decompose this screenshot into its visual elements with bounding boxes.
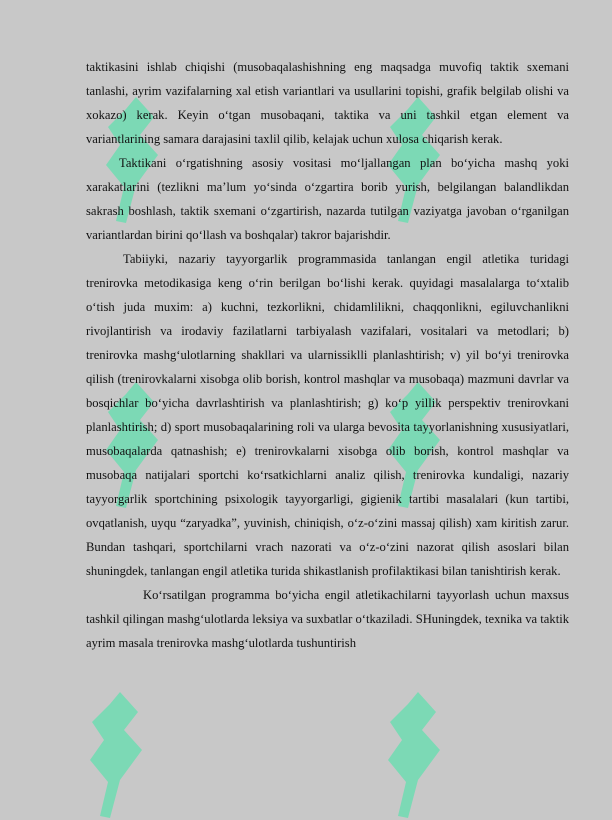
paragraph: taktikasini ishlab chiqishi (musobaqalashishning eng maqsadga muvofiq taktik sxemani tanlashi, ayrim vazifalarning xal etish variantlari va usullarini topishi, grafik belgilab olishi va xokazo) kerak. Keyin o‘tgan musobaqani, taktika va uni tashkil etgan element va variantlarining samara darajasini taxlil qilib, kelajak uchun xulosa chiqarish kerak. (86, 60, 569, 146)
watermark-icon (378, 690, 454, 820)
paragraph: Tabiiyki, nazariy tayyorgarlik programmasida tanlangan engil atletika turidagi trenirovka metodikasiga keng o‘rin berilgan bo‘lishi kerak. quyidagi masalalarga to‘xtalib o‘tish juda muxim: a) kuchni, tezkorlikni, chidamlilikni, chaqqonlikni, egiluvchanlikni rivojlantirish va irodaviy fazilatlarni tarbiyalash vazifalari, vositalari va metodlari; b) trenirovka mashg‘ulotlarning shakllari va ularnissiklli planlashtirish; v) yil bo‘yi trenirovka qilish (trenirovkalarni xisobga olib borish, kontrol mashqlar va musobaqa) mazmuni davrlar va bosqichlar bo‘yicha davrlashtirish va planlashtirish; g) ko‘p yillik perspektiv trenirovkani planlashtirish; d) sport musobaqalarining roli va ularga bevosita tayyorlanishning xususiyatlari, musobaqalarda qatnashish; e) trenirovkalarni xisobga olib borish, kontrol mashqlar va musobaqa natijalari sportchi ko‘rsatkichlarni analiz qilish, trenirovka kundaligi, nazariy tayyorgarlik sportchining psixologik tayyorgarligi, gigienik tartibi masalalari (kun tartibi, ovqatlanish, uyqu “zaryadka”, yuvinish, chiniqish, o‘z-o‘zini massaj qilish) xam kiritish zarur. Bundan tashqari, sportchilarni vrach nazorati va o‘z-o‘zini nazorat qilish asoslari bilan shuningdek, tanlangan engil atletika turida shikastlanish profilaktikasi bilan tanishtirish kerak. (86, 252, 569, 578)
paragraph: Taktikani o‘rgatishning asosiy vositasi mo‘ljallangan plan bo‘yicha mashq yoki xarakatlarini (tezlikni ma’lum yo‘sinda o‘zgartira borib yurish, belgilangan balandlikdan sakrash boshlash, taktik sxemani o‘zgartirish, nazarda tutilgan vaziyatga javoban o‘rganilgan variantlardan birini qo‘llash va boshqalar) takror bajarishdir. (86, 156, 569, 242)
watermark-icon (80, 690, 156, 820)
paragraph: Ko‘rsatilgan programma bo‘yicha engil atletikachilarni tayyorlash uchun maxsus tashkil qilingan mashg‘ulotlarda leksiya va suxbatlar o‘tkaziladi. SHuningdek, texnika va taktik ayrim masala trenirovka mashg‘ulotlarda tushuntirish (86, 588, 569, 650)
body-text (86, 55, 569, 655)
